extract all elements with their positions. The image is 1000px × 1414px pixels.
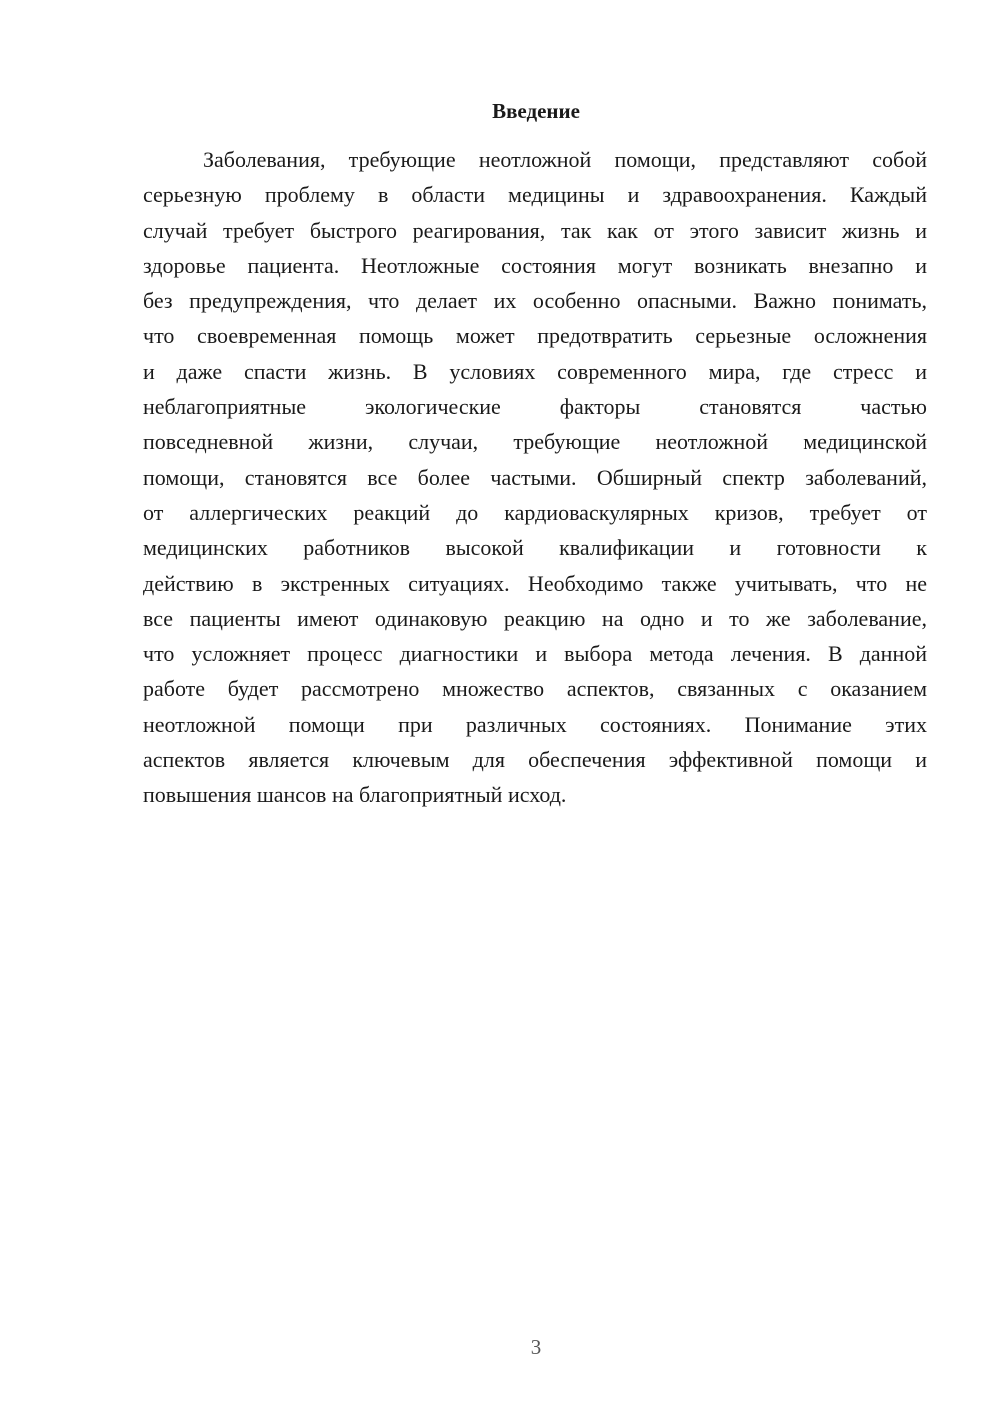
paragraph-line: и даже спасти жизнь. В условиях современного мира, где стресс и [143, 358, 927, 384]
paragraph-line: серьезную проблему в области медицины и здравоохранения. Каждый [143, 182, 927, 208]
paragraph-line: работе будет рассмотрено множество аспектов, связанных с оказанием [143, 676, 927, 702]
paragraph-line: неотложной помощи при различных состояниях. Понимание этих [143, 711, 927, 737]
paragraph-line: медицинских работников высокой квалификации и готовности к [143, 535, 927, 561]
body-paragraph [143, 142, 927, 813]
paragraph-line: действию в экстренных ситуациях. Необходимо также учитывать, что не [143, 570, 927, 596]
paragraph-line: помощи, становятся все более частыми. Обширный спектр заболеваний, [143, 464, 927, 490]
paragraph-line: повседневной жизни, случаи, требующие неотложной медицинской [143, 429, 927, 455]
paragraph-line: повышения шансов на благоприятный исход. [143, 782, 567, 808]
paragraph-line: что усложняет процесс диагностики и выбора метода лечения. В данной [143, 641, 927, 667]
paragraph-line: от аллергических реакций до кардиоваскулярных кризов, требует от [143, 499, 927, 525]
paragraph-line: случай требует быстрого реагирования, так как от этого зависит жизнь и [143, 217, 927, 243]
paragraph-line: неблагоприятные экологические факторы становятся частью [143, 394, 927, 420]
paragraph-line: здоровье пациента. Неотложные состояния могут возникать внезапно и [143, 252, 927, 278]
paragraph-line: все пациенты имеют одинаковую реакцию на одно и то же заболевание, [143, 605, 927, 631]
paragraph-line: без предупреждения, что делает их особенно опасными. Важно понимать, [143, 288, 927, 314]
page-number: 3 [530, 1335, 542, 1359]
paragraph-line: что своевременная помощь может предотвратить серьезные осложнения [143, 323, 927, 349]
page-title: Введение [492, 99, 580, 123]
paragraph-line: аспектов является ключевым для обеспечения эффективной помощи и [143, 747, 927, 773]
paragraph-line: Заболевания, требующие неотложной помощи, представляют собой [203, 147, 927, 172]
